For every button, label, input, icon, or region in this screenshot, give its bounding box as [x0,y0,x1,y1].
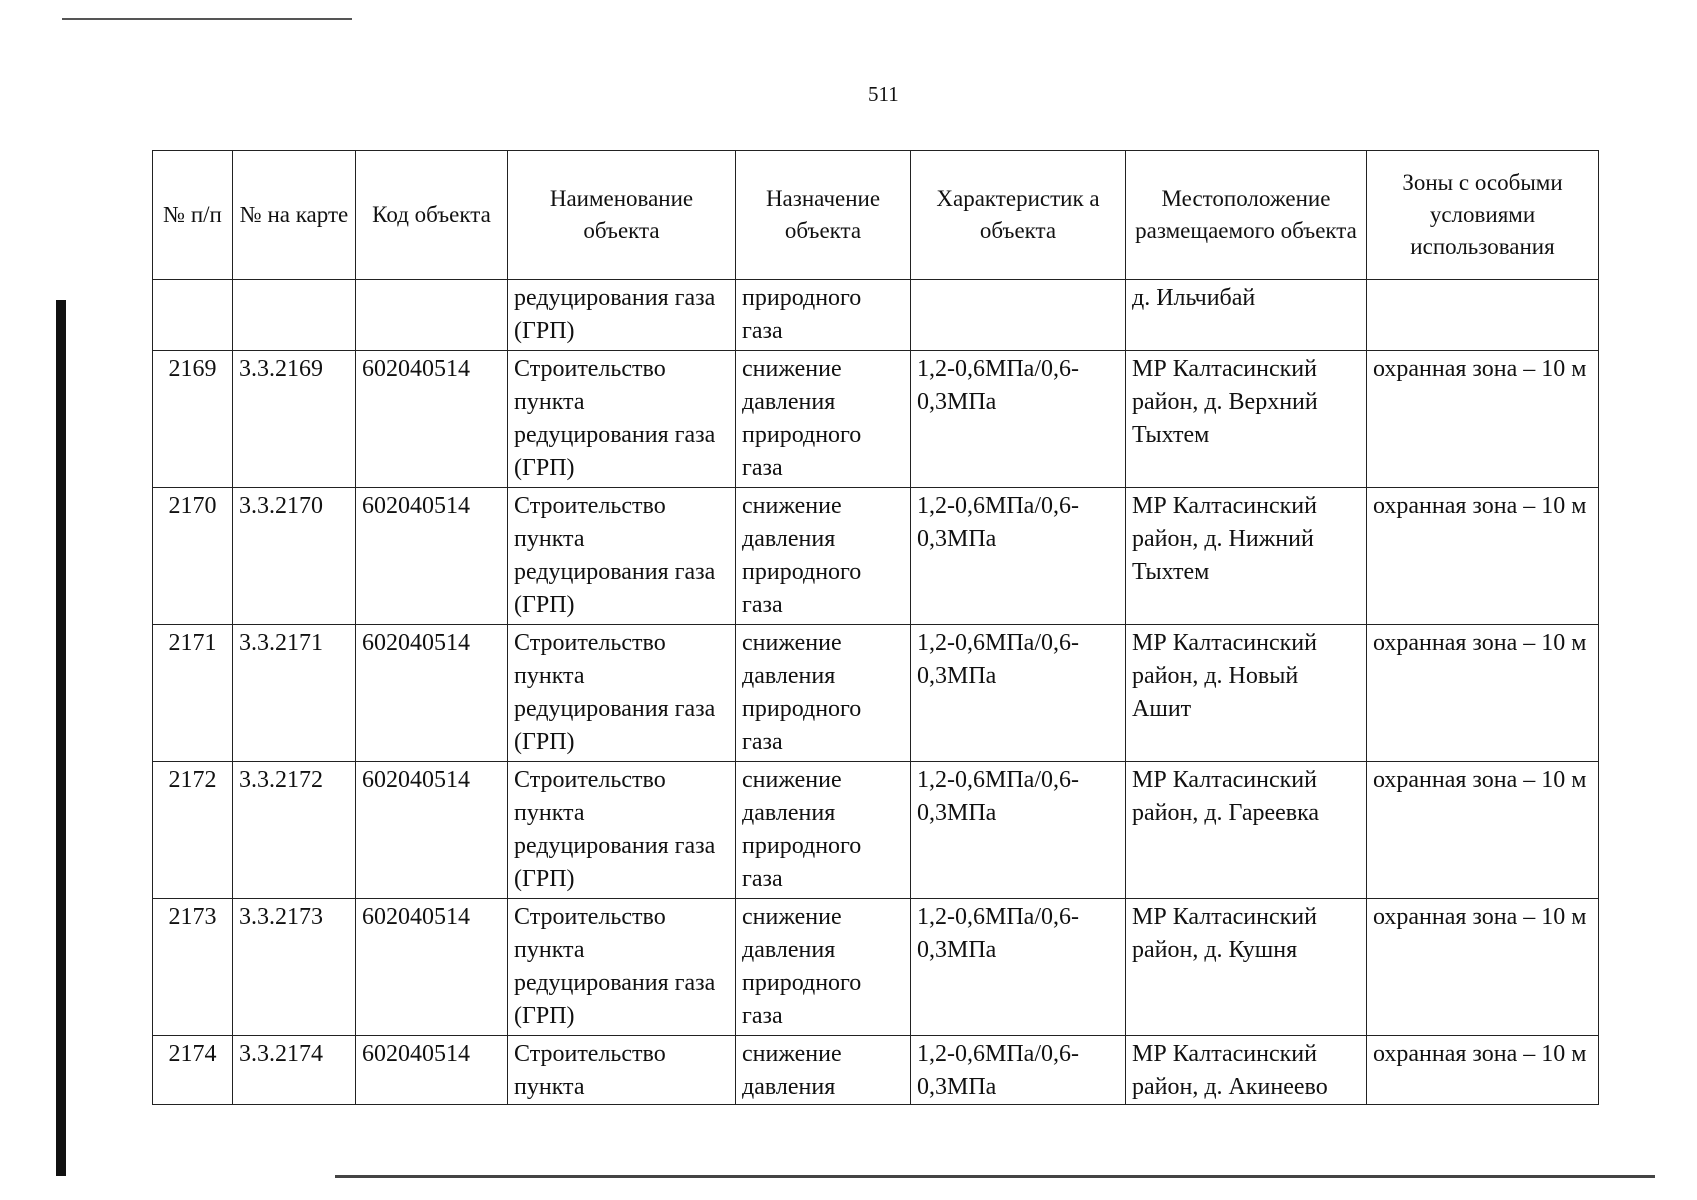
cell-object-characteristic: 1,2-0,6МПа/0,6-0,3МПа [911,1036,1126,1105]
header-special-zones: Зоны с особыми условиями использования [1367,151,1599,280]
cell-object-characteristic: 1,2-0,6МПа/0,6-0,3МПа [911,351,1126,488]
table-row [153,625,1599,762]
cell-object-location: д. Ильчибай [1126,280,1367,351]
cell-object-location: МР Калтасинский район, д. Верхний Тыхтем [1126,351,1367,488]
cell-row-number: 2173 [153,899,233,1036]
cell-object-name: Строительство пункта редуцирования газа (ГРП) [508,488,736,625]
cell-special-zone: охранная зона – 10 м [1367,762,1599,899]
header-object-code: Код объекта [356,151,508,280]
cell-object-purpose: снижение давления [736,1036,911,1105]
cell-object-code [356,280,508,351]
cell-map-number: 3.3.2172 [233,762,356,899]
cell-object-code: 602040514 [356,351,508,488]
cell-object-characteristic: 1,2-0,6МПа/0,6-0,3МПа [911,488,1126,625]
cell-object-code: 602040514 [356,625,508,762]
page-number: 511 [868,82,899,106]
cell-object-location: МР Калтасинский район, д. Кушня [1126,899,1367,1036]
cell-object-name: Строительство пункта [508,1036,736,1105]
cell-object-location: МР Калтасинский район, д. Акинеево [1126,1036,1367,1105]
table-row [153,351,1599,488]
cell-row-number: 2170 [153,488,233,625]
cell-map-number [233,280,356,351]
cell-row-number: 2169 [153,351,233,488]
cell-object-code: 602040514 [356,1036,508,1105]
cell-map-number: 3.3.2170 [233,488,356,625]
header-object-location: Местоположение размещаемого объекта [1126,151,1367,280]
cell-map-number: 3.3.2169 [233,351,356,488]
cell-special-zone: охранная зона – 10 м [1367,351,1599,488]
cell-special-zone: охранная зона – 10 м [1367,899,1599,1036]
cell-special-zone: охранная зона – 10 м [1367,488,1599,625]
cell-object-name: Строительство пункта редуцирования газа (ГРП) [508,899,736,1036]
table-row-truncated [153,1036,1599,1105]
table-row-continued [153,280,1599,351]
cell-special-zone: охранная зона – 10 м [1367,625,1599,762]
cell-object-location: МР Калтасинский район, д. Нижний Тыхтем [1126,488,1367,625]
cell-object-characteristic: 1,2-0,6МПа/0,6-0,3МПа [911,899,1126,1036]
cell-object-name: Строительство пункта редуцирования газа (ГРП) [508,762,736,899]
cell-map-number: 3.3.2173 [233,899,356,1036]
scan-edge-bar-left [56,300,66,1176]
objects-table [152,150,1599,1105]
cell-special-zone [1367,280,1599,351]
cell-object-purpose: снижение давления природного газа [736,488,911,625]
cell-row-number: 2174 [153,1036,233,1105]
header-object-characteristic: Характеристик а объекта [911,151,1126,280]
cell-special-zone: охранная зона – 10 м [1367,1036,1599,1105]
scan-edge-line-top [62,18,352,20]
cell-object-characteristic: 1,2-0,6МПа/0,6-0,3МПа [911,625,1126,762]
cell-object-location: МР Калтасинский район, д. Гареевка [1126,762,1367,899]
header-map-number: № на карте [233,151,356,280]
cell-object-purpose: природного газа [736,280,911,351]
cell-row-number: 2172 [153,762,233,899]
scan-edge-line-bottom [335,1175,1655,1178]
cell-object-characteristic [911,280,1126,351]
cell-object-name: Строительство пункта редуцирования газа (ГРП) [508,625,736,762]
cell-object-purpose: снижение давления природного газа [736,762,911,899]
cell-object-purpose: снижение давления природного газа [736,899,911,1036]
table-row [153,488,1599,625]
table-row [153,899,1599,1036]
cell-object-code: 602040514 [356,488,508,625]
cell-row-number: 2171 [153,625,233,762]
cell-object-characteristic: 1,2-0,6МПа/0,6-0,3МПа [911,762,1126,899]
cell-object-name: редуцирования газа (ГРП) [508,280,736,351]
cell-object-name: Строительство пункта редуцирования газа (ГРП) [508,351,736,488]
header-row-number: № п/п [153,151,233,280]
header-object-name: Наименование объекта [508,151,736,280]
cell-map-number: 3.3.2171 [233,625,356,762]
table-row [153,762,1599,899]
header-object-purpose: Назначение объекта [736,151,911,280]
cell-map-number: 3.3.2174 [233,1036,356,1105]
cell-object-purpose: снижение давления природного газа [736,351,911,488]
cell-object-location: МР Калтасинский район, д. Новый Ашит [1126,625,1367,762]
cell-object-code: 602040514 [356,762,508,899]
table-header-row [153,151,1599,280]
cell-row-number [153,280,233,351]
cell-object-purpose: снижение давления природного газа [736,625,911,762]
cell-object-code: 602040514 [356,899,508,1036]
